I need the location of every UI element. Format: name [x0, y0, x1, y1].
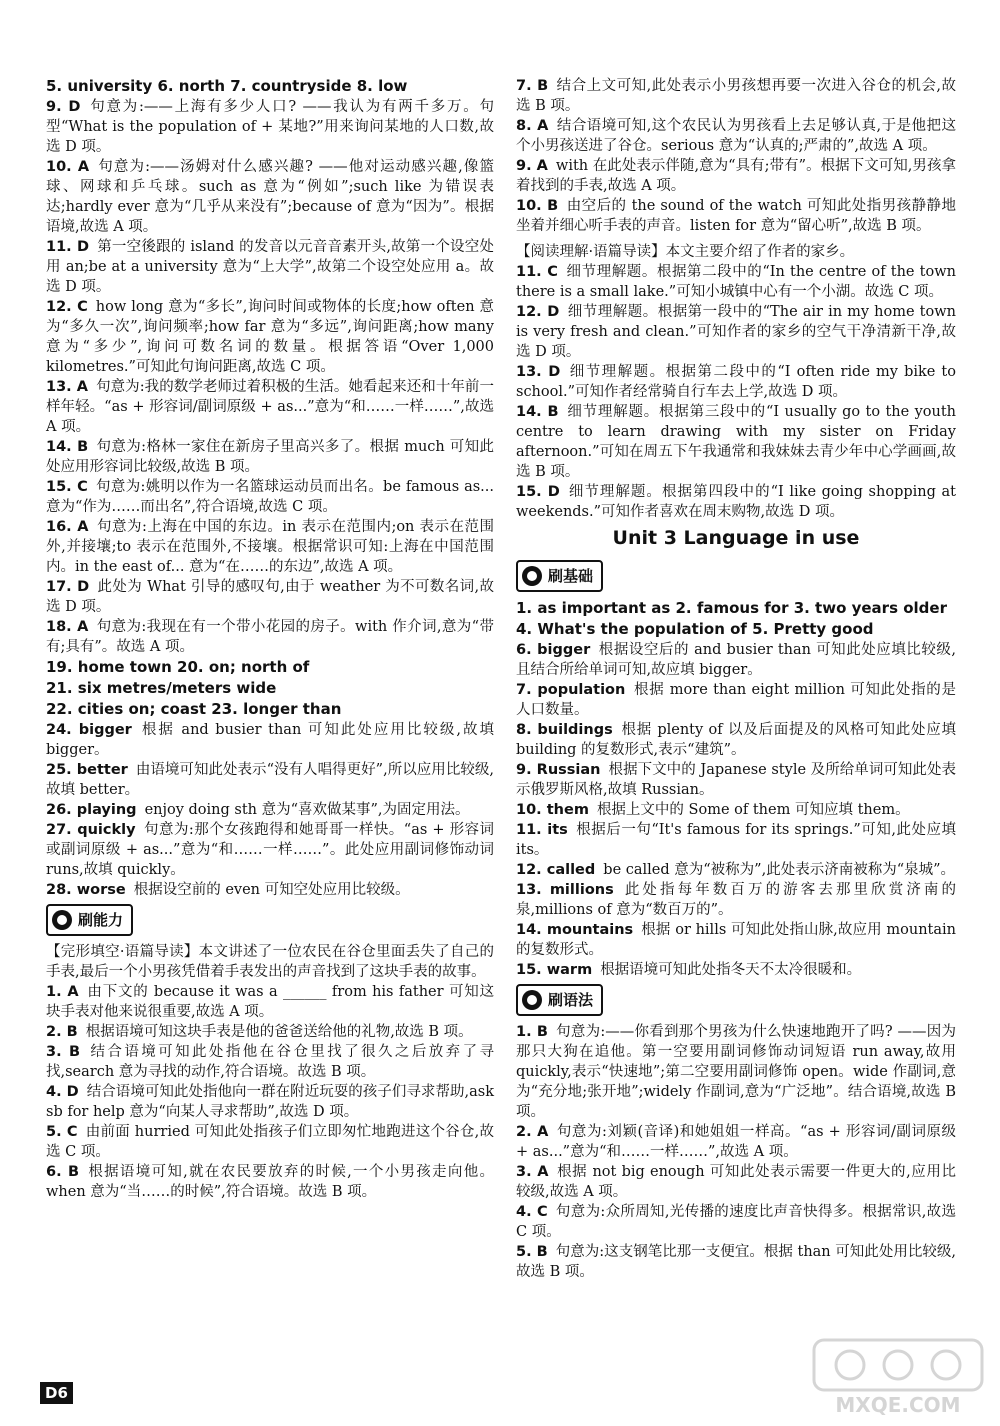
reading-intro: 【阅读理解·语篇导读】本文主要介绍了作者的家乡。	[516, 244, 855, 260]
answer-explanation: how long 意为“多长”,询问时间或物体的长度;how often 意为“多久一次”,询问频率;how far 意为“多远”,询问距离;how many 意为“多少”,询问可数名词的数量。根据答语“Over 1,000 kilometres.”可知此句询问距离,故选 C 项。	[46, 299, 494, 375]
answer-line: 21. six metres/meters wide	[46, 679, 277, 697]
answer-number: 14. mountains	[516, 922, 634, 938]
page-number: D6	[40, 1382, 73, 1404]
answer-explanation: 根据语境可知此处指冬天不太冷很暖和。	[600, 962, 862, 978]
answer-entry	[516, 920, 956, 960]
answer-number: 11. its	[516, 822, 568, 838]
answer-number: 7. B	[516, 78, 549, 94]
answer-entry	[516, 76, 956, 116]
answer-entry	[46, 97, 494, 157]
answer-number: 3. B	[46, 1044, 81, 1060]
answer-explanation: 由空后的 the sound of the watch 可知此处指男孩静静地坐着并细心听手表的声音。listen for 意为“留心听”,故选 B 项。	[516, 198, 956, 234]
answer-entry	[516, 262, 956, 302]
answer-line: 1. as important as 2. famous for 3. two years older	[516, 599, 947, 617]
answer-number: 5. B	[516, 1244, 548, 1260]
answer-entry	[516, 1242, 956, 1282]
cloze-intro: 【完形填空·语篇导读】本文讲述了一位农民在谷仓里面丢失了自己的手表,最后一个小男孩凭借着手表发出的声音找到了这块手表的故事。	[46, 944, 494, 980]
answer-number: 8. A	[516, 118, 549, 134]
answer-number: 11. C	[516, 264, 558, 280]
answer-explanation: enjoy doing sth 意为“喜欢做某事”,为固定用法。	[144, 802, 470, 818]
answer-explanation: 细节理解题。根据第一段中的“The air in my home town is very fresh and clean.”可知作者的家乡的空气干净清新干净,故选 D 项。	[516, 304, 956, 360]
answer-entry	[46, 377, 494, 437]
answer-explanation: 句意为:——你看到那个男孩为什么快速地跑开了吗? ——因为那只大狗在追他。第一空要用副词修饰动词短语 run away,故用 quickly,表示“快速地”;第二空要用副词修饰 open。wide 作副词,意为“充分地;张开地”;widely 作副词,意为“广泛地”。结合语境,故选 B 项。	[516, 1024, 956, 1120]
answer-explanation: 句意为:我现在有一个带小花园的房子。with 作介词,意为“带有;具有”。故选 A 项。	[46, 619, 494, 655]
answer-number: 13. D	[516, 364, 561, 380]
answer-entry	[516, 1022, 956, 1122]
answer-explanation: 句意为:上海在中国的东边。in 表示在范围内;on 表示在范围外,并接壤;to 表示在范围外,不接壤。根据常识可知:上海在中国范围内。in the east of... 意为“在……的东边”,故选 A 项。	[46, 519, 494, 575]
answer-explanation: 细节理解题。根据第三段中的“I usually go to the youth centre to learn drawing with my sister on Friday afternoon.”可知在周五下午我通常和我妹妹去青少年中心学画画,故选 B 项。	[516, 404, 957, 480]
answer-number: 4. D	[46, 1084, 79, 1100]
left-column	[46, 76, 494, 1202]
answer-number: 14. B	[46, 439, 89, 455]
answer-number: 13. A	[46, 379, 89, 395]
right-answer-list	[516, 76, 956, 236]
answer-entry	[46, 1022, 494, 1042]
answer-number: 6. bigger	[516, 642, 591, 658]
answer-explanation: 细节理解题。根据第二段中的“I often ride my bike to school.”可知作者经常骑自行车去上学,故选 D 项。	[516, 364, 956, 400]
answer-line: 5. university 6. north 7. countryside 8. low	[46, 77, 408, 95]
answer-entry	[46, 678, 494, 699]
answer-line: 4. What's the population of 5. Pretty good	[516, 620, 874, 638]
answer-entry	[516, 302, 956, 362]
answer-entry	[516, 116, 956, 156]
answer-number: 26. playing	[46, 802, 137, 818]
answer-number: 15. C	[46, 479, 88, 495]
grammar-answer-list	[516, 1022, 956, 1282]
answer-explanation: 根据语境可知这块手表是他的爸爸送给他的礼物,故选 B 项。	[85, 1024, 473, 1040]
answer-number: 28. worse	[46, 882, 126, 898]
answer-number: 9. D	[46, 99, 81, 115]
answer-explanation: 句意为:姚明以作为一名篮球运动员而出名。be famous as... 意为“作为……而出名”,符合语境,故选 C 项。	[46, 479, 494, 515]
answer-explanation: 句意为:那个女孩跑得和她哥哥一样快。“as + 形容词或副词原级 + as...”意为“和……一样……”。此处应用副词修饰动词 runs,故填 quickly。	[46, 822, 495, 878]
answer-entry	[516, 598, 956, 619]
answer-number: 13. millions	[516, 882, 614, 898]
answer-number: 17. D	[46, 579, 90, 595]
answer-entry	[516, 619, 956, 640]
answer-entry	[46, 577, 494, 617]
answer-explanation: 根据 more than eight million 可知此处指的是人口数量。	[516, 682, 956, 718]
answer-entry	[46, 1042, 494, 1082]
answer-entry	[46, 1162, 494, 1202]
answer-number: 10. B	[516, 198, 559, 214]
answer-number: 15. D	[516, 484, 560, 500]
answer-entry	[46, 297, 494, 377]
answer-entry	[516, 960, 956, 980]
answer-number: 27. quickly	[46, 822, 136, 838]
answer-explanation: 根据 and busier than 可知此处应用比较级,故填 bigger。	[46, 722, 494, 758]
answer-explanation: 句意为:格林一家住在新房子里高兴多了。根据 much 可知此处应用形容词比较级,故选 B 项。	[46, 439, 494, 475]
answer-entry	[46, 657, 494, 678]
answer-explanation: 句意为:——上海有多少人口? ——我认为有两千多万。句型“What is the population of + 某地?”用来询问某地的人口数,故选 D 项。	[46, 99, 494, 155]
answer-number: 12. C	[46, 299, 88, 315]
answer-explanation: 结合语境可知此处指他向一群在附近玩耍的孩子们寻求帮助,ask sb for help 意为“向某人寻求帮助”,故选 D 项。	[46, 1084, 494, 1120]
answer-entry	[516, 362, 956, 402]
answer-explanation: 根据设空前的 even 可知空处应用比较级。	[133, 882, 410, 898]
answer-entry	[516, 640, 956, 680]
answer-entry	[46, 76, 494, 97]
badge-label: 刷基础	[548, 567, 594, 585]
answer-entry	[516, 1122, 956, 1162]
answer-explanation: 句意为:众所周知,光传播的速度比声音快得多。根据常识,故选 C 项。	[516, 1204, 956, 1240]
answer-number: 3. A	[516, 1164, 549, 1180]
answer-entry	[516, 680, 956, 720]
answer-entry	[46, 157, 494, 237]
pencil-icon	[52, 910, 72, 930]
answer-explanation: 根据 or hills 可知此处指山脉,故应用 mountain 的复数形式。	[516, 922, 956, 958]
answer-number: 14. B	[516, 404, 559, 420]
answer-entry	[516, 196, 956, 236]
answer-number: 8. buildings	[516, 722, 613, 738]
answer-explanation: 根据后一句“It's famous for its springs.”可知,此处应填 its。	[516, 822, 956, 858]
watermark-text: MXQE.COM	[835, 1393, 961, 1417]
answer-explanation: 结合语境可知此处指他在谷仓里找了很久之后放弃了寻找,search 意为寻找的动作,符合语境。故选 B 项。	[46, 1044, 494, 1080]
answer-entry	[516, 880, 956, 920]
answer-explanation: 此处指每年数百万的游客去那里欣赏济南的泉,millions of 意为“数百万的”。	[516, 882, 956, 918]
badge-label: 刷语法	[548, 991, 594, 1009]
answer-number: 10. A	[46, 159, 90, 175]
answer-number: 25. better	[46, 762, 128, 778]
answer-entry	[516, 1162, 956, 1202]
answer-explanation: 根据 not big enough 可知此处表示需要一件更大的,应用比较级,故选 A 项。	[516, 1164, 956, 1200]
answer-entry	[516, 860, 956, 880]
answer-explanation: with 在此处表示伴随,意为“具有;带有”。根据下文可知,男孩拿着找到的手表,故选 A 项。	[516, 158, 956, 194]
answer-number: 6. B	[46, 1164, 80, 1180]
answer-explanation: 细节理解题。根据第二段中的“In the centre of the town there is a small lake.”可知小城镇中心有一个小湖。故选 C 项。	[516, 264, 956, 300]
answer-entry	[46, 699, 494, 720]
section-badge-grammar	[516, 984, 603, 1016]
answer-entry	[46, 880, 494, 900]
answer-entry	[46, 1082, 494, 1122]
left-answer-list	[46, 76, 494, 900]
answer-number: 15. warm	[516, 962, 593, 978]
answer-number: 9. Russian	[516, 762, 601, 778]
answer-explanation: 由下文的 because it was a ______ from his father 可知这块手表对他来说很重要,故选 A 项。	[46, 984, 495, 1020]
answer-entry	[46, 760, 494, 800]
answer-explanation: 句意为:我的数学老师过着积极的生活。她看起来还和十年前一样年轻。“as + 形容词/副词原级 + as...”意为“和……一样……”,故选 A 项。	[46, 379, 494, 435]
answer-entry	[46, 237, 494, 297]
unit-title: Unit 3 Language in use	[612, 527, 860, 549]
answer-entry	[516, 156, 956, 196]
cloze-answer-list	[46, 982, 494, 1202]
answer-entry	[46, 720, 494, 760]
answer-number: 1. A	[46, 984, 79, 1000]
answer-number: 24. bigger	[46, 722, 132, 738]
answer-entry	[46, 617, 494, 657]
answer-explanation: 由语境可知此处表示“没有人唱得更好”,所以应用比较级,故填 better。	[46, 762, 495, 798]
answer-entry	[46, 477, 494, 517]
watermark-logo	[810, 1336, 986, 1418]
answer-explanation: 句意为:这支钢笔比那一支便宜。根据 than 可知此处用比较级,故选 B 项。	[516, 1244, 957, 1280]
answer-entry	[46, 820, 494, 880]
section-badge-basic	[516, 560, 603, 592]
answer-entry	[46, 982, 494, 1022]
answer-entry	[516, 820, 956, 860]
answer-number: 10. them	[516, 802, 589, 818]
basic-answer-list	[516, 598, 956, 980]
answer-line: 19. home town 20. on; north of	[46, 658, 310, 676]
pencil-icon	[522, 990, 542, 1010]
answer-entry	[46, 437, 494, 477]
answer-number: 2. B	[46, 1024, 78, 1040]
answer-entry	[46, 517, 494, 577]
answer-number: 1. B	[516, 1024, 548, 1040]
answer-entry	[516, 1202, 956, 1242]
answer-entry	[516, 800, 956, 820]
answer-line: 22. cities on; coast 23. longer than	[46, 700, 342, 718]
answer-number: 12. D	[516, 304, 560, 320]
answer-entry	[46, 800, 494, 820]
answer-explanation: 句意为:刘颖(音译)和她姐姐一样高。“as + 形容词/副词原级 + as...”意为“和……一样……”,故选 A 项。	[516, 1124, 956, 1160]
answer-entry	[516, 402, 956, 482]
reading-answer-list	[516, 262, 956, 522]
answer-number: 5. C	[46, 1124, 78, 1140]
answer-explanation: 根据 plenty of 以及后面提及的风格可知此处应填 building 的复数形式,表示“建筑”。	[516, 722, 956, 758]
answer-explanation: 根据上文中的 Some of them 可知应填 them。	[596, 802, 910, 818]
answer-explanation: 由前面 hurried 可知此处指孩子们立即匆忙地跑进这个谷仓,故选 C 项。	[46, 1124, 494, 1160]
answer-number: 9. A	[516, 158, 548, 174]
right-column	[516, 76, 956, 1282]
answer-number: 4. C	[516, 1204, 548, 1220]
answer-number: 11. D	[46, 239, 89, 255]
pencil-icon	[522, 566, 542, 586]
answer-explanation: 结合上文可知,此处表示小男孩想再要一次进入谷仓的机会,故选 B 项。	[516, 78, 956, 114]
answer-entry	[516, 720, 956, 760]
section-badge-ability	[46, 904, 133, 936]
badge-label: 刷能力	[78, 911, 124, 929]
answer-number: 18. A	[46, 619, 89, 635]
answer-number: 12. called	[516, 862, 596, 878]
answer-explanation: 细节理解题。根据第四段中的“I like going shopping at weekends.”可知作者喜欢在周末购物,故选 D 项。	[516, 484, 956, 520]
answer-entry	[46, 1122, 494, 1162]
answer-explanation: 第一空後跟的 island 的发音以元音音素开头,故第一个设空处用 an;be at a university 意为“上大学”,故第二个设空处应用 a。故选 D 项。	[46, 239, 494, 295]
answer-explanation: be called 意为“被称为”,此处表示济南被称为“泉城”。	[603, 862, 956, 878]
answer-entry	[516, 760, 956, 800]
answer-number: 7. population	[516, 682, 626, 698]
answer-explanation: 句意为:——汤姆对什么感兴趣? ——他对运动感兴趣,像篮球、网球和乒乓球。such as 意为“例如”;such like 为错误表达;hardly ever 意为“几乎从来没有”;because of 意为“因为”。根据语境,故选 A 项。	[46, 159, 494, 235]
answer-explanation: 此处为 What 引导的感叹句,由于 weather 为不可数名词,故选 D 项。	[46, 579, 494, 615]
answer-entry	[516, 482, 956, 522]
answer-number: 2. A	[516, 1124, 549, 1140]
answer-explanation: 结合语境可知,这个农民认为男孩看上去足够认真,于是他把这个小男孩送进了谷仓。serious 意为“认真的;严肃的”,故选 A 项。	[516, 118, 957, 154]
answer-explanation: 根据下文中的 Japanese style 及所给单词可知此处表示俄罗斯风格,故填 Russian。	[516, 762, 956, 798]
answer-number: 16. A	[46, 519, 89, 535]
answer-explanation: 根据设空后的 and busier than 可知此处应填比较级,且结合所给单词可知,故应填 bigger。	[516, 642, 957, 678]
answer-explanation: 根据语境可知,就在农民要放弃的时候,一个小男孩走向他。when 意为“当……的时候”,符合语境。故选 B 项。	[46, 1164, 495, 1200]
